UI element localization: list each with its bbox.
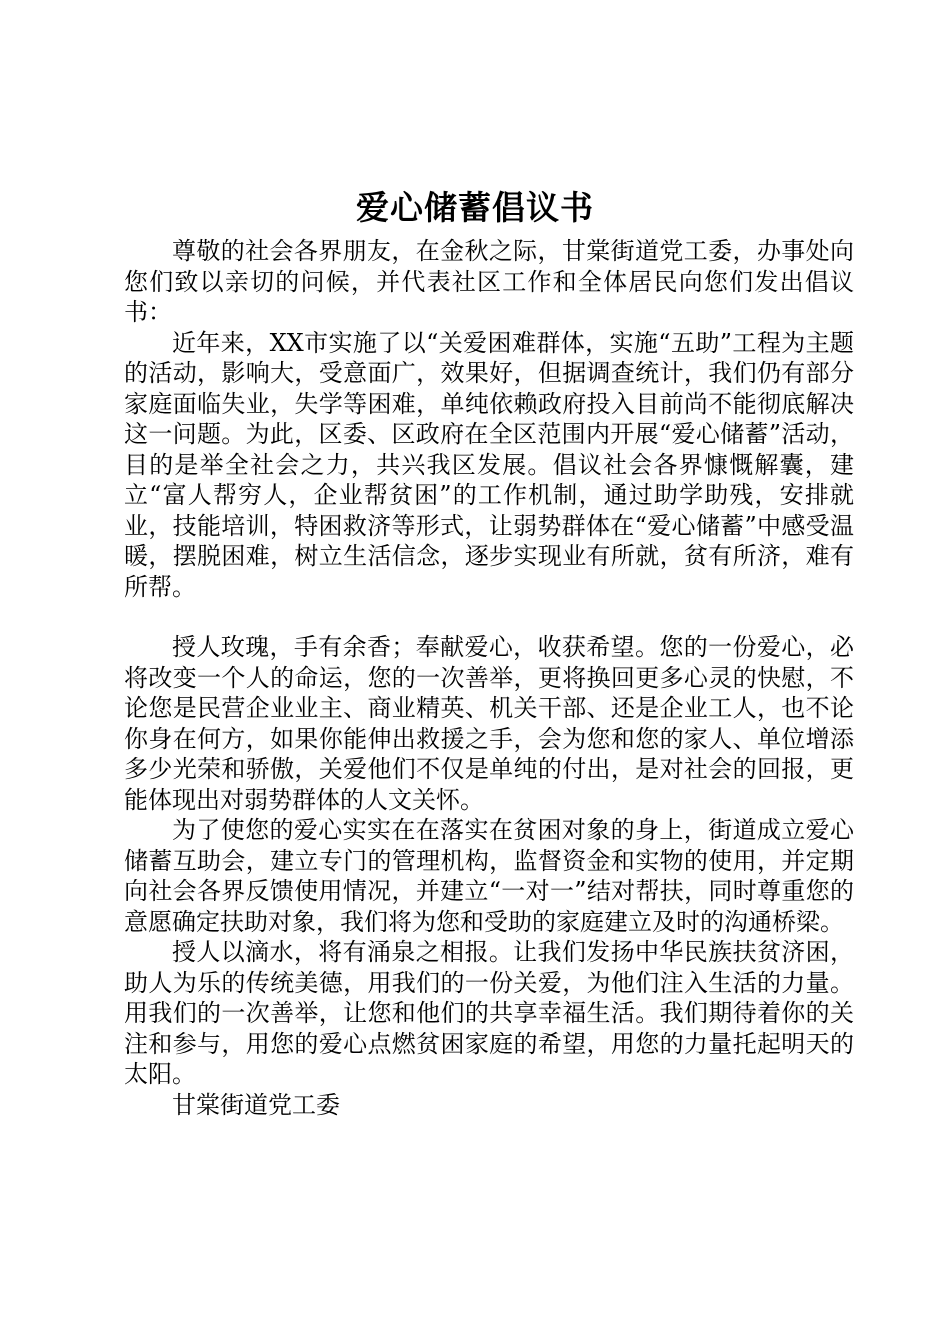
paragraph-greeting: 尊敬的社会各界朋友，在金秋之际，甘棠街道党工委，办事处向您们致以亲切的问候，并代表社区工作和全体居民向您们发出倡议书： <box>124 237 854 326</box>
document-title: 爱心储蓄倡议书 <box>356 188 594 227</box>
document-body <box>124 236 854 1120</box>
paragraph-appeal: 授人玫瑰，手有余香；奉献爱心，收获希望。您的一份爱心，必将改变一个人的命运，您的一次善举，更将换回更多心灵的快慰，不论您是民营企业业主、商业精英、机关干部、还是企业工人，也不论你身在何方，如果你能伸出救援之手，会为您和您的家人、单位增添多少光荣和骄傲，关爱他们不仅是单纯的付出，是对社会的回报，更能体现出对弱势群体的人文关怀。 <box>124 633 854 814</box>
signature: 甘棠街道党工委 <box>172 1090 340 1119</box>
paragraph-background: 近年来，XX市实施了以“关爱困难群体，实施“五助”工程为主题的活动，影响大，受意面广，效果好，但据调查统计，我们仍有部分家庭面临失业，失学等困难，单纯依赖政府投入目前尚不能彻底解决这一问题。为此，区委、区政府在全区范围内开展“爱心储蓄”活动，目的是举全社会之力，共兴我区发展。倡议社会各界慷慨解囊，建立“富人帮穷人，企业帮贫困”的工作机制，通过助学助残，安排就业，技能培训，特困救济等形式，让弱势群体在“爱心储蓄”中感受温暖，摆脱困难，树立生活信念，逐步实现业有所就，贫有所济，难有所帮。 <box>124 328 854 601</box>
paragraph-closing: 授人以滴水，将有涌泉之相报。让我们发扬中华民族扶贫济困，助人为乐的传统美德，用我们的一份关爱，为他们注入生活的力量。用我们的一次善举，让您和他们的共享幸福生活。我们期待着你的关注和参与，用您的爱心点燃贫困家庭的希望，用您的力量托起明天的太阳。 <box>124 938 854 1088</box>
paragraph-mutual-aid: 为了使您的爱心实实在在落实在贫困对象的身上，街道成立爱心储蓄互助会，建立专门的管理机构，监督资金和实物的使用，并定期向社会各界反馈使用情况，并建立“一对一”结对帮扶，同时尊重您的意愿确定扶助对象，我们将为您和受助的家庭建立及时的沟通桥梁。 <box>124 816 854 936</box>
